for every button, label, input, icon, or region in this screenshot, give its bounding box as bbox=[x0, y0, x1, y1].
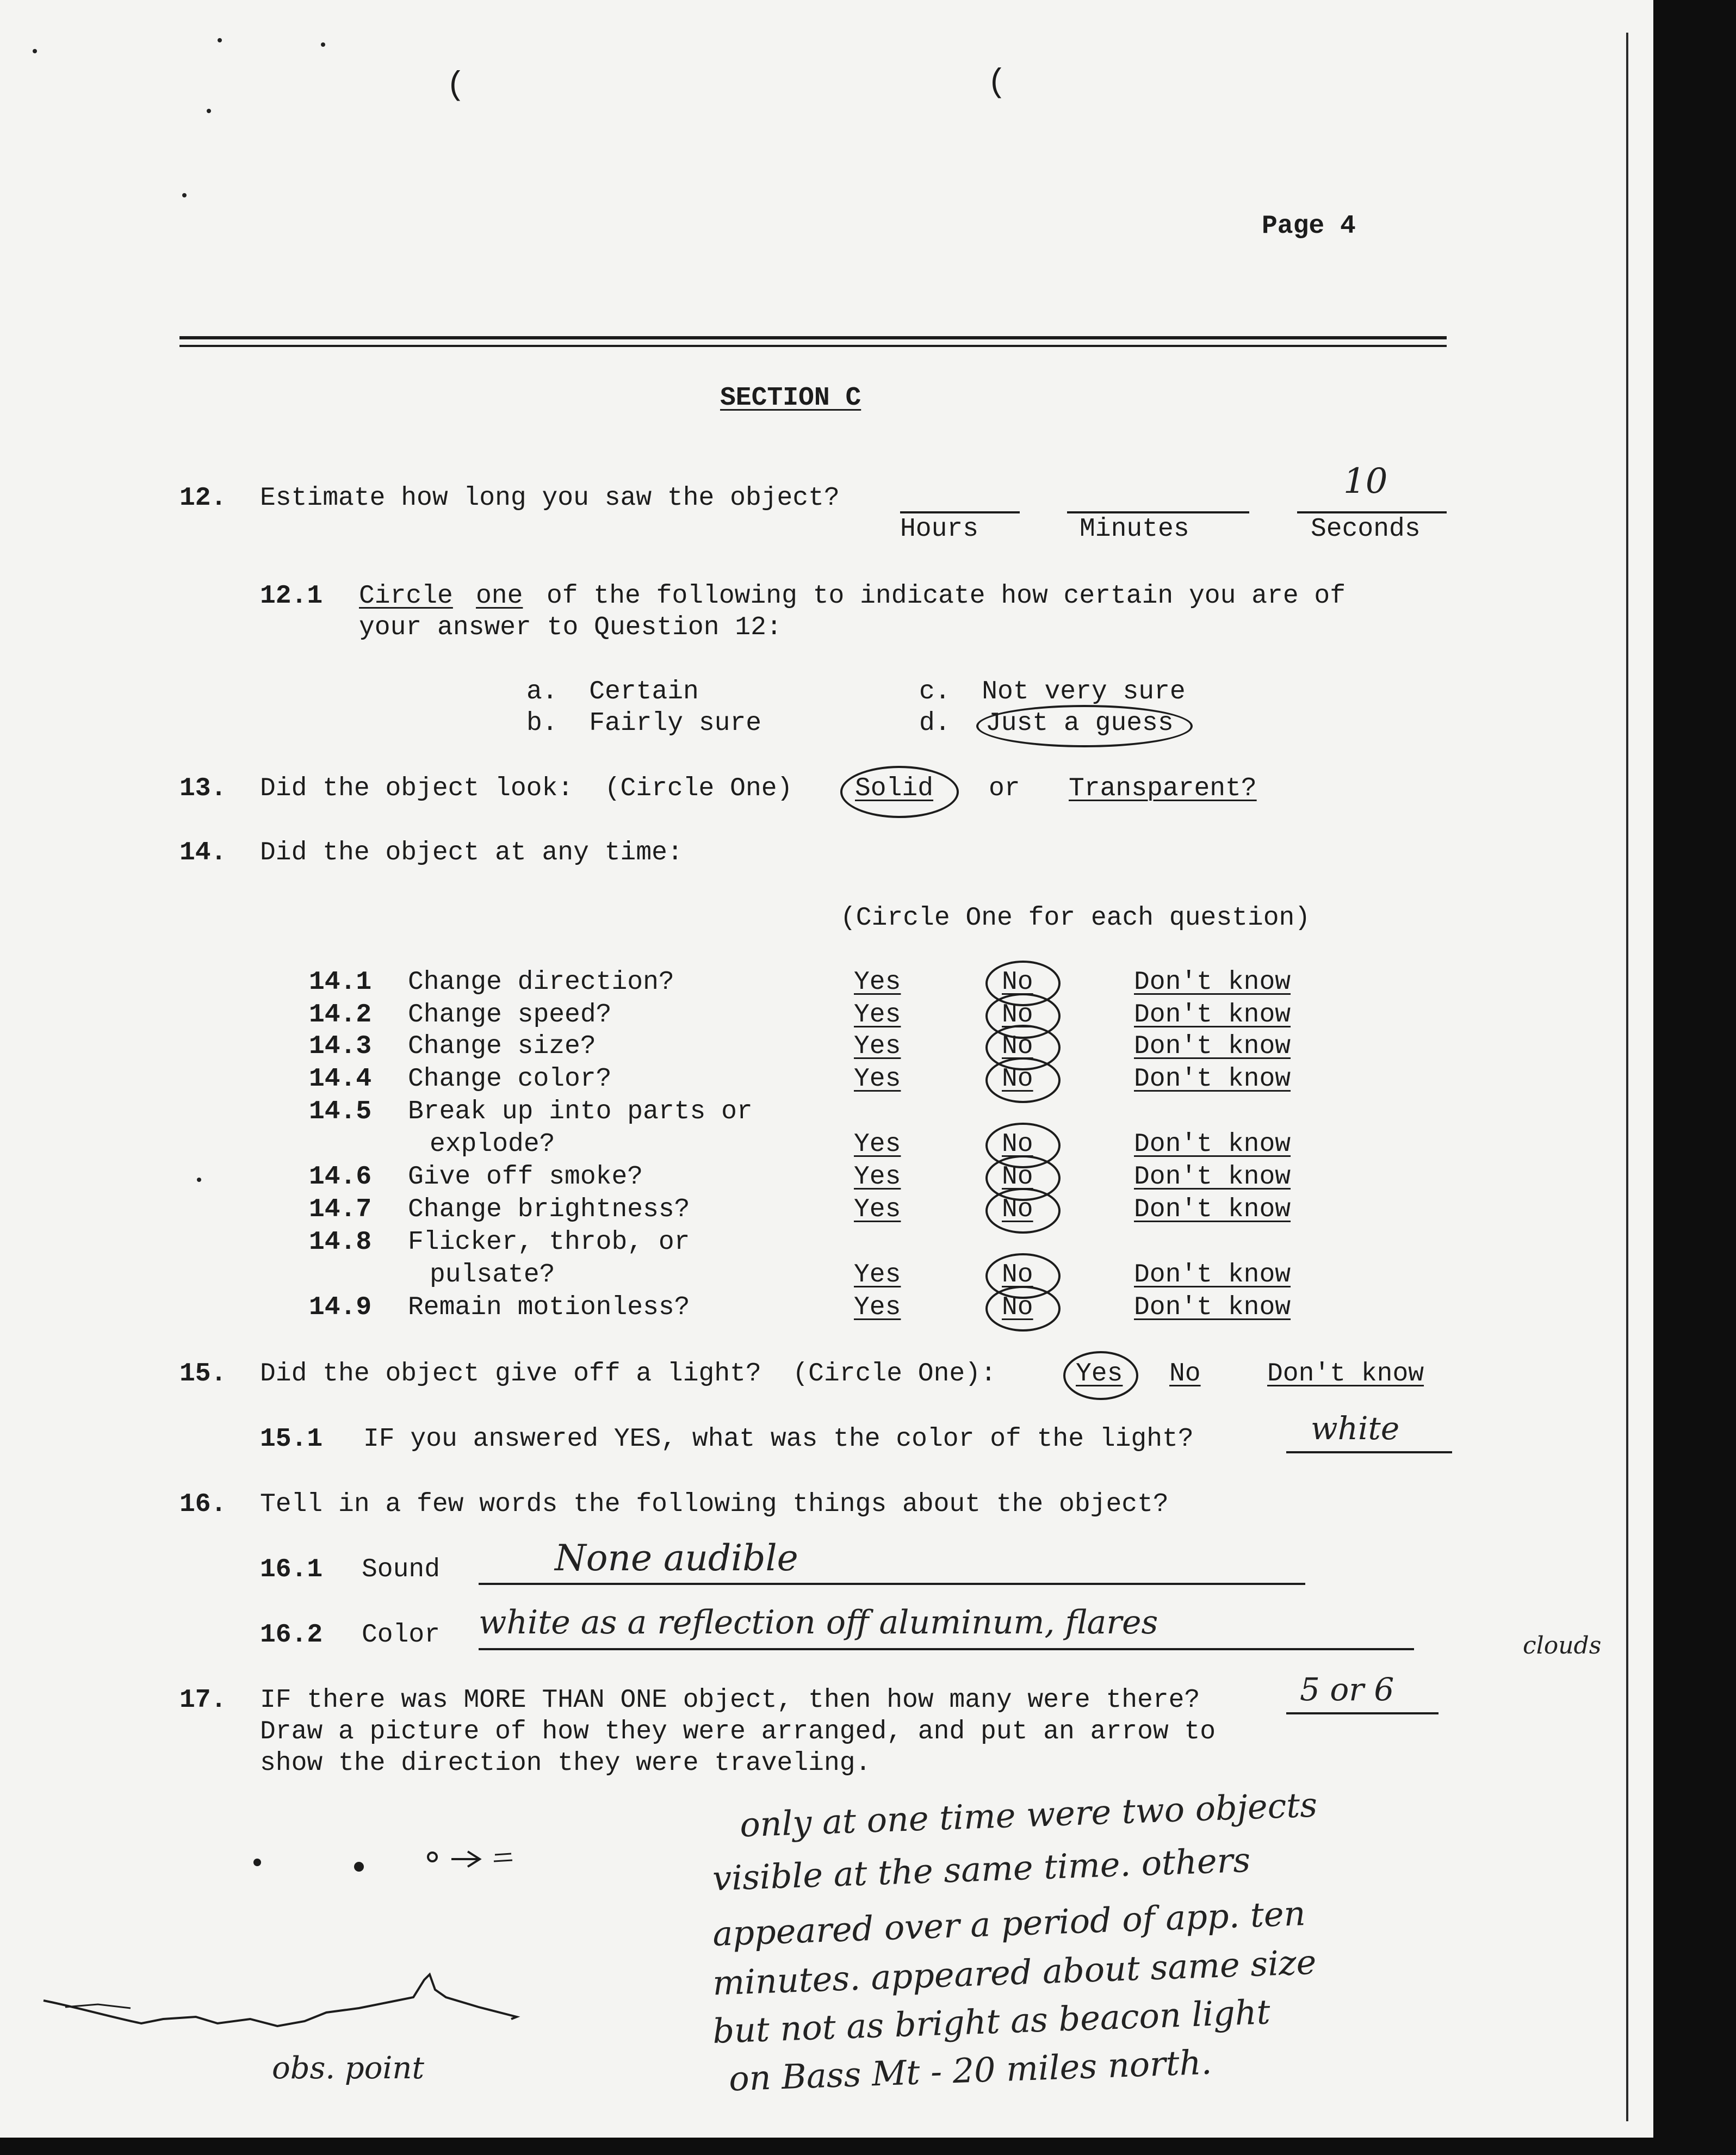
answer-circle bbox=[976, 705, 1193, 747]
option-dont-know[interactable]: Don't know bbox=[1134, 1064, 1291, 1094]
object-mark bbox=[494, 1854, 512, 1861]
option-no[interactable]: No bbox=[1002, 968, 1033, 997]
object-count-blank[interactable] bbox=[1286, 1712, 1439, 1714]
option-no[interactable]: No bbox=[1002, 1064, 1033, 1094]
speck bbox=[33, 49, 37, 53]
color-answer: white as a reflection off aluminum, flares bbox=[479, 1603, 1158, 1642]
item-number: 14.9 bbox=[309, 1293, 372, 1322]
one-instruction: one bbox=[476, 581, 523, 611]
question-text: Tell in a few words the following things about the object? bbox=[260, 1490, 1169, 1519]
formation-sketch bbox=[33, 1817, 555, 2089]
minutes-label: Minutes bbox=[1080, 515, 1189, 544]
or-text: or bbox=[989, 774, 1020, 803]
item-label: Give off smoke? bbox=[408, 1162, 643, 1192]
light-color-blank[interactable] bbox=[1286, 1451, 1452, 1453]
question-text: Estimate how long you saw the object? bbox=[260, 484, 840, 513]
minutes-blank[interactable] bbox=[1067, 511, 1249, 513]
circle-instruction: Circle bbox=[359, 581, 453, 611]
direction-arrow bbox=[451, 1851, 480, 1867]
divider-rule bbox=[179, 345, 1447, 347]
speck bbox=[197, 1178, 201, 1182]
speck bbox=[207, 109, 211, 113]
question-number: 12. bbox=[179, 484, 227, 513]
option-yes[interactable]: Yes bbox=[854, 1130, 901, 1159]
question-number: 12.1 bbox=[260, 581, 323, 611]
option-c[interactable]: c. Not very sure bbox=[919, 677, 1186, 707]
sound-answer: None audible bbox=[555, 1537, 798, 1579]
answer-circle bbox=[985, 1188, 1061, 1234]
instruction-text: (Circle One for each question) bbox=[840, 903, 1311, 933]
sketch-label: obs. point bbox=[272, 2051, 424, 2086]
paren-mark: ( bbox=[987, 65, 1007, 102]
question-text: Draw a picture of how they were arranged, and put an arrow to bbox=[260, 1717, 1216, 1747]
object-dot bbox=[253, 1859, 261, 1866]
option-no[interactable]: No bbox=[1002, 1293, 1033, 1322]
handwritten-note-line: visible at the same time. others bbox=[712, 1840, 1251, 1899]
option-yes[interactable]: Yes bbox=[854, 1032, 901, 1061]
handwritten-note-line: minutes. appeared about same size bbox=[712, 1942, 1317, 2003]
hours-blank[interactable] bbox=[900, 511, 1020, 513]
option-dont-know[interactable]: Don't know bbox=[1134, 1130, 1291, 1159]
option-a[interactable]: a. Certain bbox=[526, 677, 699, 707]
question-text: Did the object at any time: bbox=[260, 838, 683, 868]
paren-mark: ( bbox=[446, 67, 466, 104]
item-number: 14.4 bbox=[309, 1064, 372, 1094]
handwritten-note-line: on Bass Mt - 20 miles north. bbox=[728, 2042, 1213, 2099]
item-label: Break up into parts or bbox=[408, 1097, 753, 1126]
item-label: Change direction? bbox=[408, 968, 674, 997]
color-answer-continued: clouds bbox=[1523, 1632, 1602, 1659]
option-yes[interactable]: Yes bbox=[854, 1293, 901, 1322]
option-dont-know[interactable]: Don't know bbox=[1134, 968, 1291, 997]
question-number: 16.2 bbox=[260, 1620, 323, 1650]
item-label: Flicker, throb, or bbox=[408, 1228, 690, 1257]
item-number: 14.8 bbox=[309, 1228, 372, 1257]
question-number: 15. bbox=[179, 1359, 227, 1389]
answer-circle bbox=[985, 1057, 1061, 1103]
option-dont-know[interactable]: Don't know bbox=[1134, 1000, 1291, 1030]
speck bbox=[321, 42, 325, 47]
item-label: pulsate? bbox=[430, 1260, 555, 1290]
section-title: SECTION C bbox=[720, 383, 861, 413]
option-no[interactable]: No bbox=[1002, 1130, 1033, 1159]
question-text: show the direction they were traveling. bbox=[260, 1749, 871, 1778]
handwritten-note-line: appeared over a period of app. ten bbox=[712, 1893, 1306, 1954]
option-d-prefix: d. bbox=[919, 709, 951, 738]
mountain-horizon bbox=[44, 1974, 517, 2026]
question-number: 14. bbox=[179, 838, 227, 868]
object-count-answer: 5 or 6 bbox=[1300, 1671, 1394, 1708]
item-label: Change color? bbox=[408, 1064, 612, 1094]
hours-label: Hours bbox=[900, 515, 979, 544]
option-dont-know[interactable]: Don't know bbox=[1134, 1032, 1291, 1061]
question-text: Did the object give off a light? (Circle One): bbox=[260, 1359, 996, 1389]
option-dont-know[interactable]: Don't know bbox=[1267, 1359, 1424, 1389]
option-d[interactable]: Just a guess bbox=[985, 709, 1174, 738]
option-no[interactable]: No bbox=[1002, 1032, 1033, 1061]
option-dont-know[interactable]: Don't know bbox=[1134, 1260, 1291, 1290]
item-label: Change size? bbox=[408, 1032, 596, 1061]
option-yes[interactable]: Yes bbox=[854, 968, 901, 997]
color-blank[interactable] bbox=[479, 1648, 1414, 1650]
item-label: Change speed? bbox=[408, 1000, 612, 1030]
speck bbox=[218, 38, 222, 42]
option-dont-know[interactable]: Don't know bbox=[1134, 1162, 1291, 1192]
page-edge-line bbox=[1626, 33, 1628, 2121]
speck bbox=[182, 193, 187, 197]
question-text: IF there was MORE THAN ONE object, then how many were there? bbox=[260, 1686, 1200, 1715]
option-no[interactable]: No bbox=[1002, 1195, 1033, 1224]
item-number: 14.6 bbox=[309, 1162, 372, 1192]
question-text: your answer to Question 12: bbox=[359, 613, 782, 642]
option-yes[interactable]: Yes bbox=[854, 1260, 901, 1290]
question-number: 13. bbox=[179, 774, 227, 803]
option-dont-know[interactable]: Don't know bbox=[1134, 1293, 1291, 1322]
answer-circle bbox=[985, 1286, 1061, 1332]
option-yes[interactable]: Yes bbox=[854, 1162, 901, 1192]
question-number: 16. bbox=[179, 1490, 227, 1519]
item-number: 14.1 bbox=[309, 968, 372, 997]
seconds-answer: 10 bbox=[1343, 461, 1388, 501]
option-yes[interactable]: Yes bbox=[854, 1064, 901, 1094]
option-no[interactable]: No bbox=[1002, 1000, 1033, 1030]
item-number: 14.2 bbox=[309, 1000, 372, 1030]
option-yes[interactable]: Yes bbox=[854, 1000, 901, 1030]
handwritten-note-line: only at one time were two objects bbox=[739, 1785, 1318, 1845]
answer-circle bbox=[1063, 1351, 1138, 1400]
question-text: of the following to indicate how certain you are of bbox=[547, 581, 1346, 611]
question-number: 17. bbox=[179, 1686, 227, 1715]
object-dot bbox=[428, 1853, 437, 1861]
option-no[interactable]: No bbox=[1002, 1260, 1033, 1290]
color-label: Color bbox=[362, 1620, 441, 1650]
option-dont-know[interactable]: Don't know bbox=[1134, 1195, 1291, 1224]
option-no[interactable]: No bbox=[1002, 1162, 1033, 1192]
question-text: IF you answered YES, what was the color of the light? bbox=[363, 1425, 1194, 1454]
question-number: 16.1 bbox=[260, 1555, 323, 1584]
light-color-answer: white bbox=[1311, 1410, 1400, 1447]
option-b[interactable]: b. Fairly sure bbox=[526, 709, 762, 738]
item-label: Change brightness? bbox=[408, 1195, 690, 1224]
answer-circle bbox=[840, 766, 959, 818]
item-label: explode? bbox=[430, 1130, 555, 1159]
item-number: 14.3 bbox=[309, 1032, 372, 1061]
page-number: Page 4 bbox=[1262, 212, 1356, 241]
item-label: Remain motionless? bbox=[408, 1293, 690, 1322]
seconds-label: Seconds bbox=[1311, 515, 1421, 544]
question-text: Did the object look: (Circle One) bbox=[260, 774, 793, 803]
seconds-blank[interactable] bbox=[1297, 511, 1447, 513]
sound-label: Sound bbox=[362, 1555, 441, 1584]
option-no[interactable]: No bbox=[1169, 1359, 1201, 1389]
question-number: 15.1 bbox=[260, 1425, 323, 1454]
option-yes[interactable]: Yes bbox=[854, 1195, 901, 1224]
sound-blank[interactable] bbox=[479, 1583, 1305, 1585]
handwritten-note-line: but not as bright as beacon light bbox=[712, 1992, 1271, 2051]
divider-rule bbox=[179, 336, 1447, 339]
object-dot bbox=[354, 1862, 364, 1872]
item-number: 14.7 bbox=[309, 1195, 372, 1224]
option-yes[interactable]: Yes bbox=[1076, 1359, 1123, 1389]
option-solid[interactable]: Solid bbox=[855, 774, 934, 803]
option-transparent[interactable]: Transparent? bbox=[1069, 774, 1257, 803]
item-number: 14.5 bbox=[309, 1097, 372, 1126]
